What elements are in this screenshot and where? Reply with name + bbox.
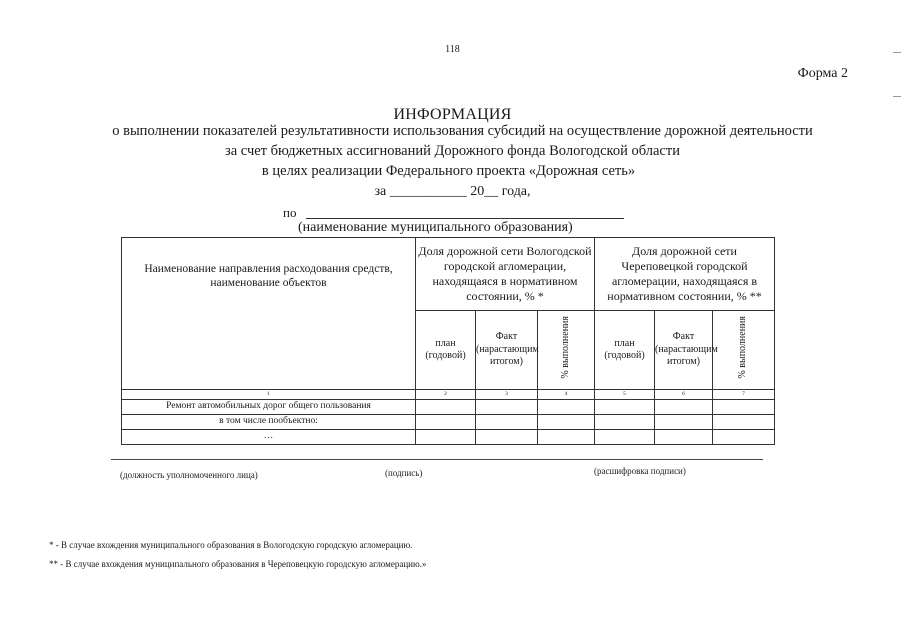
- signature-caption: (подпись): [385, 468, 423, 478]
- sub-percent-cherepovets: % выполнения: [713, 311, 775, 390]
- municipality-blank: [306, 206, 624, 219]
- header-name: Наименование направления расходования средств, наименование объектов: [122, 238, 416, 390]
- column-number: 5: [595, 390, 655, 400]
- municipality-caption: (наименование муниципального образования): [298, 220, 573, 235]
- sub-percent-vologda: % выполнения: [538, 311, 595, 390]
- row-label: в том числе пообъектно:: [122, 415, 416, 430]
- sub-plan-cherepovets: план (годовой): [595, 311, 655, 390]
- column-number: 4: [538, 390, 595, 400]
- row-label: …: [122, 430, 416, 445]
- column-number: 1: [122, 390, 416, 400]
- signature-line: [111, 459, 763, 460]
- table-row: [122, 415, 775, 430]
- subtitle-line-2: за счет бюджетных ассигнований Дорожного фонда Вологодской области: [225, 143, 680, 159]
- header-cherepovets: Доля дорожной сети Череповецкой городской агломерации, находящаяся в нормативном состоянии, % **: [595, 238, 775, 311]
- subtitle-line-1: о выполнении показателей результативности использования субсидий на осуществление дорожной деятельности: [112, 123, 813, 139]
- footnote-1: * - В случае вхождения муниципального образования в Вологодскую городскую агломерацию.: [49, 540, 413, 550]
- signature-decoding-caption: (расшифровка подписи): [594, 466, 686, 476]
- signature-position-caption: (должность уполномоченного лица): [120, 470, 258, 480]
- subtitle-line-3: в целях реализации Федерального проекта «Дорожная сеть»: [261, 163, 636, 179]
- column-number: 3: [476, 390, 538, 400]
- header-vologda: Доля дорожной сети Вологодской городской агломерации, находящаяся в нормативном состоянии, % *: [416, 238, 595, 311]
- sub-fact-vologda: Факт (нарастающим итогом): [476, 311, 538, 390]
- page-number: 118: [445, 44, 460, 55]
- year-line: за ___________ 20__ года,: [374, 184, 531, 199]
- po-label: по: [283, 205, 297, 220]
- row-label: Ремонт автомобильных дорог общего пользования: [122, 400, 416, 415]
- footnote-2: ** - В случае вхождения муниципального образования в Череповецкую городскую агломерацию.»: [49, 559, 427, 569]
- column-number: 2: [416, 390, 476, 400]
- column-number: 7: [713, 390, 775, 400]
- column-number-row: [122, 390, 775, 400]
- column-number: 6: [655, 390, 713, 400]
- margin-mark: [893, 96, 901, 97]
- table-row: [122, 400, 775, 415]
- sub-plan-vologda: план (годовой): [416, 311, 476, 390]
- table-row: [122, 430, 775, 445]
- table-header-row: [122, 238, 775, 311]
- municipality-line: [283, 205, 624, 221]
- form-label: Форма 2: [797, 66, 848, 81]
- document-title: ИНФОРМАЦИЯ: [393, 106, 512, 123]
- indicators-table: [121, 237, 775, 445]
- sub-fact-cherepovets: Факт (нарастающим итогом): [655, 311, 713, 390]
